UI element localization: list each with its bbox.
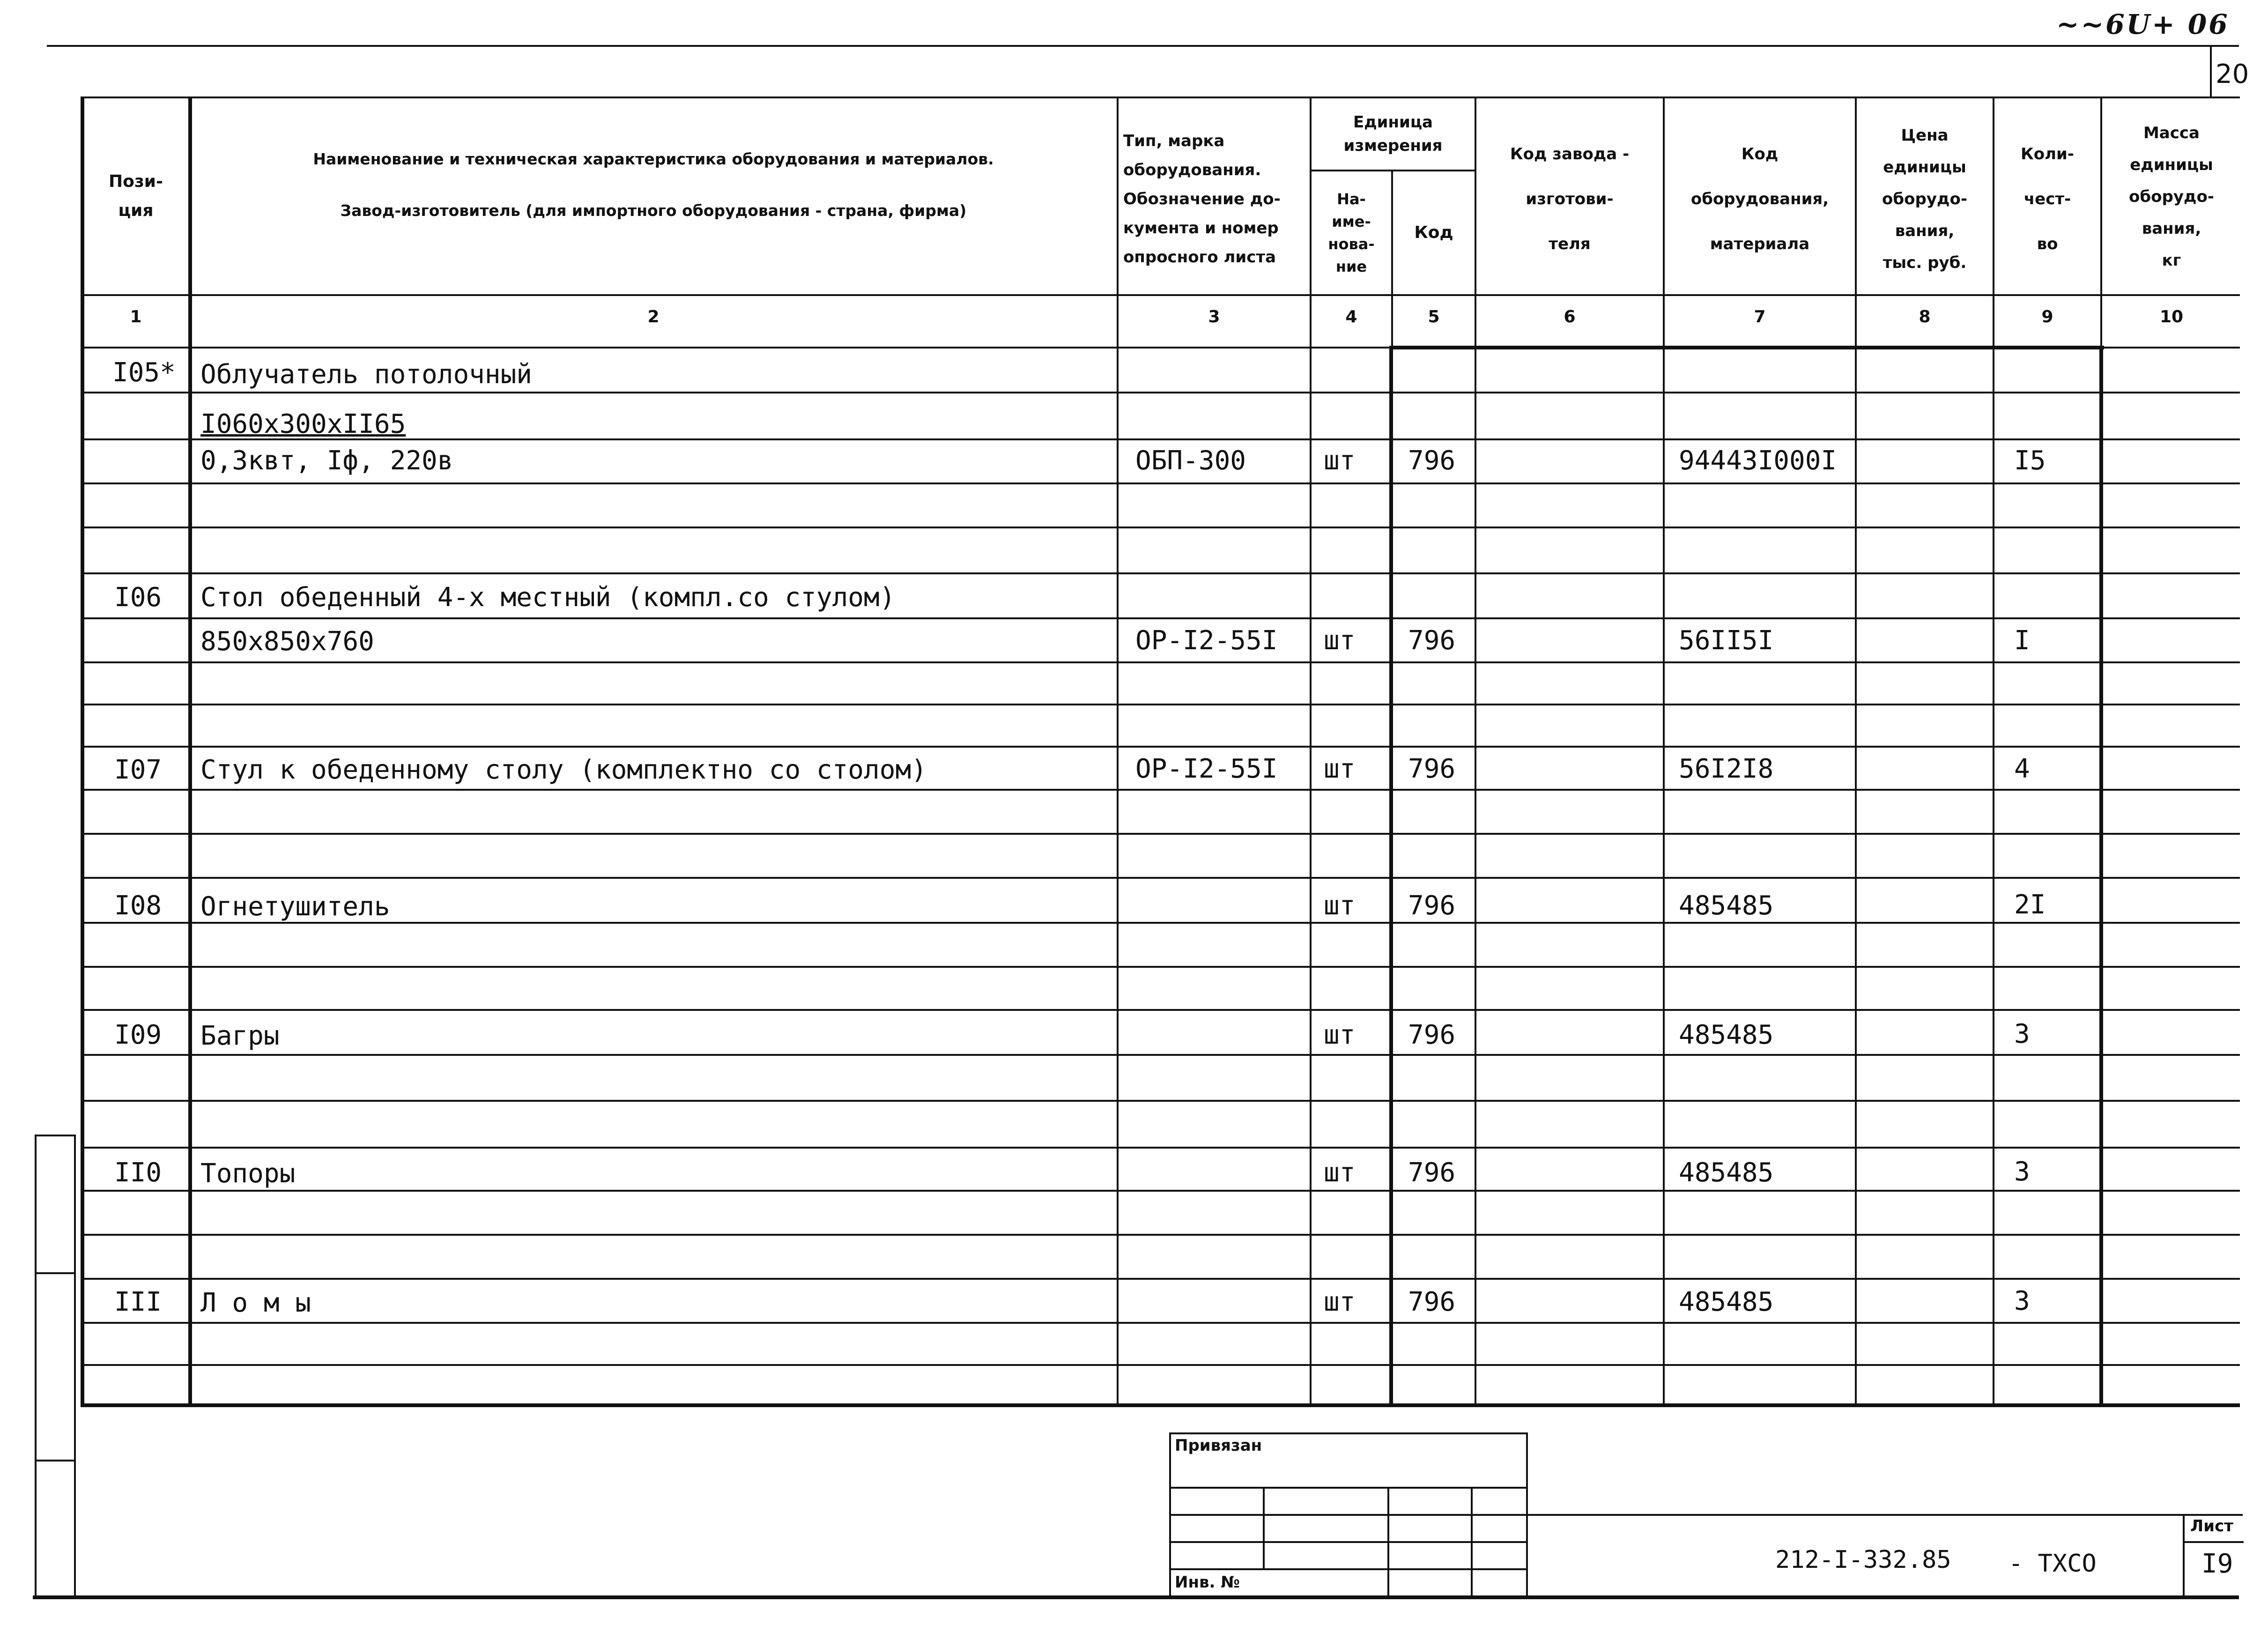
row-unit-code: 796: [1408, 1157, 1456, 1188]
row-unit-code: 796: [1408, 890, 1456, 921]
title-field-top: [1526, 1514, 2243, 1516]
row-position: III: [114, 1287, 162, 1317]
body-frame-top: [1390, 346, 2104, 349]
row-quantity: I5: [2014, 445, 2046, 476]
row-unit: шт: [1324, 890, 1356, 921]
header-mass: Масса единицы оборудо- вания, кг: [2129, 124, 2214, 270]
sheet-number: I9: [2201, 1549, 2233, 1579]
row-equipment-code: 56I2I8: [1679, 754, 1774, 784]
row-name: Л о м ы: [200, 1288, 311, 1318]
row-unit-code: 796: [1408, 1287, 1456, 1317]
row-position: I09: [114, 1020, 162, 1050]
row-name: 850x850x760: [200, 626, 374, 657]
row-rule: [81, 1322, 2240, 1324]
top-scribble: ~~6U+ 06: [2056, 8, 2230, 40]
row-name: Огнетушитель: [200, 891, 390, 922]
row-position: II0: [114, 1157, 162, 1188]
row-rule: [81, 966, 2240, 968]
binding-strip-rule: [35, 1460, 76, 1461]
binding-strip-rule: [35, 1272, 76, 1274]
table-bottom-border: [81, 1403, 2240, 1407]
table-top-border: [81, 96, 2240, 98]
row-equipment-code: 94443I000I: [1679, 445, 1837, 476]
row-unit: шт: [1324, 445, 1356, 476]
row-rule: [81, 1147, 2240, 1149]
row-rule: [81, 789, 2240, 791]
header-unit-group: Единица измерения: [1343, 113, 1443, 155]
row-rule: [81, 1234, 2240, 1236]
row-name: Облучатель потолочный: [200, 359, 533, 390]
row-equipment-code: 485485: [1679, 1020, 1774, 1050]
col-rule-1: [188, 96, 192, 1407]
row-name: Стол обеденный 4-х местный (компл.со стулом): [200, 582, 896, 613]
colnum-1: 1: [130, 307, 142, 326]
row-rule: [81, 1054, 2240, 1056]
stamp-inv-label: Инв. №: [1175, 1573, 1240, 1592]
row-quantity: 3: [2014, 1019, 2030, 1049]
sheet-box-rule: [2183, 1541, 2244, 1543]
row-name: 0,3квт, Iф, 220в: [200, 445, 453, 476]
header-name-line2: Завод-изготовитель (для импортного оборудования - страна, фирма): [340, 201, 967, 220]
stamp-top: [1169, 1432, 1528, 1434]
row-unit: шт: [1324, 754, 1356, 784]
header-unit-code: Код: [1414, 223, 1453, 242]
col-rule-8: [1993, 96, 1994, 1407]
binding-strip-rule: [35, 1135, 76, 1136]
sheet-box-left: [2183, 1514, 2185, 1597]
row-rule: [81, 1100, 2240, 1102]
row-rule: [81, 1190, 2240, 1192]
row-rule: [81, 617, 2240, 619]
row-position: I05*: [112, 357, 176, 388]
row-unit-code: 796: [1408, 445, 1456, 476]
header-unit-name: На- име- нова- ние: [1328, 190, 1375, 275]
binding-strip-right: [74, 1135, 76, 1599]
row-name: Топоры: [200, 1158, 296, 1189]
header-equipment-code: Код оборудования, материала: [1690, 145, 1829, 253]
row-quantity: 3: [2014, 1286, 2030, 1316]
stamp-col: [1471, 1487, 1473, 1597]
row-position: I08: [114, 890, 162, 921]
top-rule: [47, 45, 2239, 47]
row-rule: [81, 704, 2240, 705]
document-code: 212-I-332.85: [1775, 1546, 1951, 1574]
colnum-7: 7: [1754, 307, 1766, 326]
row-rule: [81, 1278, 2240, 1280]
header-name-line1: Наименование и техническая характеристика оборудования и материалов.: [313, 150, 994, 168]
row-quantity: 4: [2014, 754, 2030, 784]
sheet-tab-number: 20: [2216, 59, 2249, 89]
colnum-10: 10: [2159, 307, 2184, 326]
col-rule-7: [1855, 96, 1857, 1407]
row-unit-code: 796: [1408, 1020, 1456, 1050]
colnum-4: 4: [1345, 307, 1357, 326]
col-rule-6: [1663, 96, 1665, 1407]
row-type: ОР-I2-55I: [1135, 754, 1278, 784]
row-unit: шт: [1324, 625, 1356, 656]
colnum-9: 9: [2041, 307, 2053, 326]
row-rule: [81, 877, 2240, 879]
row-unit-code: 796: [1408, 754, 1456, 784]
colnum-8: 8: [1919, 307, 1931, 326]
row-unit: шт: [1324, 1157, 1356, 1188]
colnum-5: 5: [1428, 307, 1440, 326]
stamp-col: [1387, 1487, 1389, 1597]
row-quantity: I: [2014, 625, 2030, 656]
col-rule-5: [1475, 96, 1476, 1407]
header-plant-code: Код завода - изготови- теля: [1510, 145, 1630, 253]
sheet-label: Лист: [2190, 1517, 2233, 1536]
stamp-rule: [1169, 1541, 1528, 1543]
row-quantity: 3: [2014, 1157, 2030, 1187]
stamp-attached-label: Привязан: [1175, 1436, 1262, 1455]
body-frame-left: [1389, 346, 1393, 1407]
row-rule: [81, 482, 2240, 484]
row-rule: [81, 661, 2240, 663]
body-frame-right: [2099, 346, 2103, 1407]
row-rule: [81, 572, 2240, 574]
colnum-6: 6: [1564, 307, 1576, 326]
stamp-rule: [1169, 1568, 1528, 1570]
stamp-col: [1263, 1487, 1265, 1569]
row-position: I07: [114, 755, 162, 785]
row-rule: [81, 1364, 2240, 1366]
row-unit: шт: [1324, 1020, 1356, 1050]
row-equipment-code: 485485: [1679, 1287, 1774, 1317]
row-name: I060x300xII65: [200, 409, 406, 439]
row-rule: [81, 922, 2240, 924]
sheet-tab-left: [2210, 45, 2212, 96]
row-rule: [81, 1009, 2240, 1011]
row-quantity: 2I: [2014, 890, 2046, 920]
row-position: I06: [114, 582, 162, 613]
row-rule: [81, 746, 2240, 748]
row-rule: [81, 833, 2240, 835]
row-equipment-code: 56II5I: [1679, 625, 1774, 656]
row-rule: [81, 527, 2240, 528]
row-unit: шт: [1324, 1287, 1356, 1317]
header-bottom-border: [81, 294, 2240, 296]
header-quantity: Коли- чест- во: [2021, 145, 2074, 253]
row-type: ОБП-300: [1135, 445, 1246, 476]
row-name: Стул к обеденному столу (комплектно со столом): [200, 755, 927, 785]
row-unit-code: 796: [1408, 625, 1456, 656]
document-suffix: - ТХСО: [2009, 1550, 2097, 1578]
row-equipment-code: 485485: [1679, 1157, 1774, 1188]
page-bottom-border: [33, 1595, 2239, 1599]
header-position: Пози- ция: [109, 172, 163, 220]
colnum-3: 3: [1208, 307, 1220, 326]
row-type: ОР-I2-55I: [1135, 625, 1278, 656]
binding-strip-left: [35, 1135, 37, 1599]
stamp-rule: [1169, 1487, 1528, 1489]
row-name: Багры: [200, 1021, 280, 1051]
header-type: Тип, марка оборудования. Обозначение до- кумента и номер опросного листа: [1123, 132, 1281, 267]
colnum-2: 2: [647, 307, 660, 326]
row-equipment-code: 485485: [1679, 890, 1774, 921]
stamp-rule: [1169, 1514, 1528, 1516]
header-unit-price: Цена единицы оборудо- вания, тыс. руб.: [1882, 126, 1967, 272]
col-rule-2: [1117, 96, 1119, 1407]
